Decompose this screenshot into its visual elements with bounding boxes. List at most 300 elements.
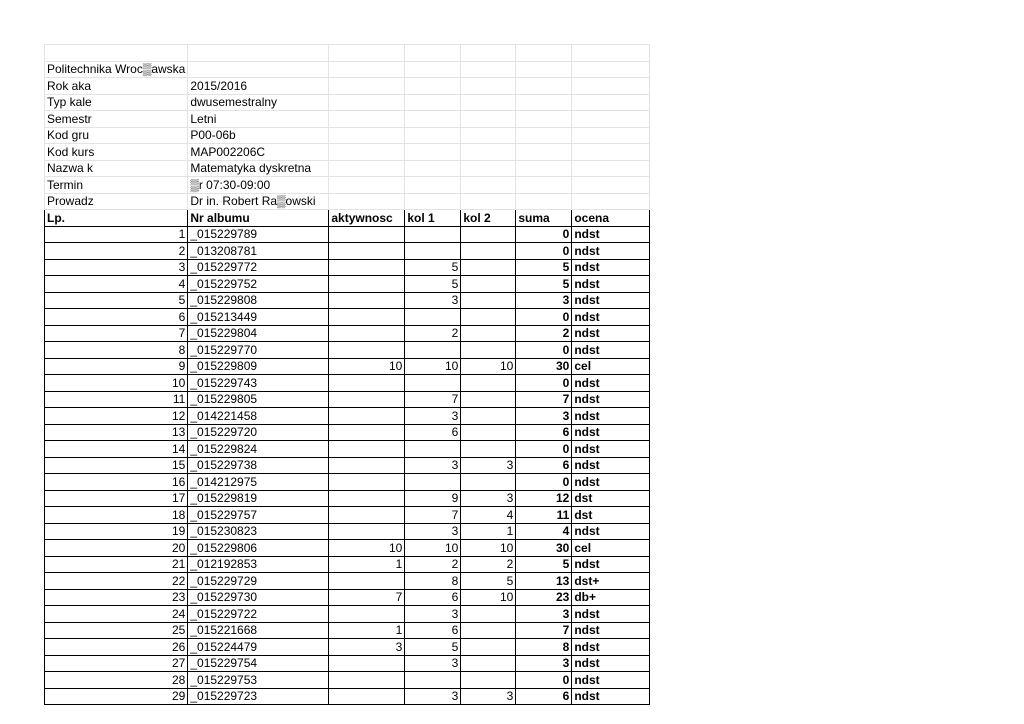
kol2-cell[interactable] <box>461 292 516 309</box>
kol1-cell[interactable]: 3 <box>405 408 461 425</box>
grade-cell[interactable]: ndst <box>572 606 650 623</box>
sum-cell[interactable]: 6 <box>516 688 572 705</box>
kol2-cell[interactable]: 2 <box>461 556 516 573</box>
table-row <box>45 358 650 375</box>
album-cell[interactable]: _015229804 <box>188 325 329 342</box>
empty-cell[interactable] <box>461 111 516 128</box>
grade-cell[interactable]: ndst <box>572 408 650 425</box>
album-cell[interactable]: _015229824 <box>188 441 329 458</box>
activity-cell[interactable] <box>329 474 405 491</box>
table-row <box>45 259 650 276</box>
album-cell[interactable]: _015229772 <box>188 259 329 276</box>
album-cell[interactable]: _015229722 <box>188 606 329 623</box>
empty-cell[interactable] <box>516 94 572 111</box>
album-cell[interactable]: _015229805 <box>188 391 329 408</box>
kol2-cell[interactable] <box>461 309 516 326</box>
activity-cell[interactable]: 3 <box>329 639 405 656</box>
grade-cell[interactable]: dst <box>572 490 650 507</box>
grade-cell[interactable]: ndst <box>572 292 650 309</box>
kol2-cell[interactable]: 4 <box>461 507 516 524</box>
info-label[interactable]: Prowadz <box>45 193 188 210</box>
kol2-cell[interactable] <box>461 408 516 425</box>
info-value[interactable]: 2015/2016 <box>188 78 329 95</box>
grade-cell[interactable]: ndst <box>572 672 650 689</box>
kol1-cell[interactable] <box>405 375 461 392</box>
empty-cell[interactable] <box>572 160 650 177</box>
sum-cell[interactable]: 13 <box>516 573 572 590</box>
lp-cell[interactable]: 15 <box>45 457 188 474</box>
table-row <box>45 457 650 474</box>
sum-cell[interactable]: 0 <box>516 226 572 243</box>
info-value[interactable]: Dr in. Robert Ra▒owski <box>188 193 329 210</box>
sum-cell[interactable]: 0 <box>516 441 572 458</box>
album-cell[interactable]: _015229723 <box>188 688 329 705</box>
kol1-cell[interactable] <box>405 474 461 491</box>
sum-cell[interactable]: 6 <box>516 457 572 474</box>
grade-cell[interactable]: ndst <box>572 556 650 573</box>
empty-cell[interactable] <box>516 78 572 95</box>
kol1-cell[interactable]: 3 <box>405 606 461 623</box>
album-cell[interactable]: _012192853 <box>188 556 329 573</box>
sum-cell[interactable]: 0 <box>516 672 572 689</box>
activity-cell[interactable]: 7 <box>329 589 405 606</box>
sum-cell[interactable]: 0 <box>516 342 572 359</box>
table-row <box>45 556 650 573</box>
column-header[interactable]: Lp. <box>45 210 188 227</box>
empty-cell[interactable] <box>45 45 188 62</box>
lp-cell[interactable]: 10 <box>45 375 188 392</box>
lp-cell[interactable]: 17 <box>45 490 188 507</box>
empty-cell[interactable] <box>329 94 405 111</box>
kol2-cell[interactable] <box>461 441 516 458</box>
grade-cell[interactable]: dst+ <box>572 573 650 590</box>
album-cell[interactable]: _015229743 <box>188 375 329 392</box>
album-cell[interactable]: _015229738 <box>188 457 329 474</box>
grade-cell[interactable]: ndst <box>572 391 650 408</box>
kol1-cell[interactable] <box>405 342 461 359</box>
lp-cell[interactable]: 19 <box>45 523 188 540</box>
kol2-cell[interactable]: 5 <box>461 573 516 590</box>
empty-cell[interactable] <box>405 78 461 95</box>
empty-cell[interactable] <box>516 45 572 62</box>
sum-cell[interactable]: 30 <box>516 540 572 557</box>
kol1-cell[interactable]: 7 <box>405 391 461 408</box>
kol1-cell[interactable] <box>405 441 461 458</box>
album-cell[interactable]: _015213449 <box>188 309 329 326</box>
lp-cell[interactable]: 12 <box>45 408 188 425</box>
album-cell[interactable]: _015229752 <box>188 276 329 293</box>
sum-cell[interactable]: 3 <box>516 408 572 425</box>
column-header[interactable]: Nr albumu <box>188 210 329 227</box>
activity-cell[interactable] <box>329 243 405 260</box>
grade-cell[interactable]: ndst <box>572 622 650 639</box>
lp-cell[interactable]: 14 <box>45 441 188 458</box>
sum-cell[interactable]: 0 <box>516 375 572 392</box>
sum-cell[interactable]: 3 <box>516 655 572 672</box>
lp-cell[interactable]: 1 <box>45 226 188 243</box>
column-header[interactable]: aktywnosc <box>329 210 405 227</box>
grade-cell[interactable]: ndst <box>572 276 650 293</box>
grade-cell[interactable]: db+ <box>572 589 650 606</box>
kol2-cell[interactable]: 10 <box>461 589 516 606</box>
sum-cell[interactable]: 11 <box>516 507 572 524</box>
table-row <box>45 507 650 524</box>
empty-cell[interactable] <box>572 177 650 194</box>
kol2-cell[interactable] <box>461 325 516 342</box>
info-value[interactable] <box>188 61 329 78</box>
sum-cell[interactable]: 0 <box>516 243 572 260</box>
activity-cell[interactable] <box>329 490 405 507</box>
album-cell[interactable]: _015230823 <box>188 523 329 540</box>
lp-cell[interactable]: 5 <box>45 292 188 309</box>
sum-cell[interactable]: 3 <box>516 606 572 623</box>
info-value[interactable]: P00-06b <box>188 127 329 144</box>
activity-cell[interactable] <box>329 606 405 623</box>
album-cell[interactable]: _013208781 <box>188 243 329 260</box>
empty-cell[interactable] <box>516 193 572 210</box>
album-cell[interactable]: _015229789 <box>188 226 329 243</box>
empty-cell[interactable] <box>329 45 405 62</box>
info-label[interactable]: Nazwa k <box>45 160 188 177</box>
kol1-cell[interactable]: 10 <box>405 540 461 557</box>
lp-cell[interactable]: 22 <box>45 573 188 590</box>
empty-cell[interactable] <box>329 61 405 78</box>
kol2-cell[interactable] <box>461 474 516 491</box>
info-row <box>45 193 650 210</box>
kol1-cell[interactable]: 3 <box>405 688 461 705</box>
table-row <box>45 606 650 623</box>
grade-cell[interactable]: ndst <box>572 424 650 441</box>
empty-cell[interactable] <box>572 193 650 210</box>
kol1-cell[interactable]: 6 <box>405 589 461 606</box>
kol2-cell[interactable] <box>461 622 516 639</box>
kol2-cell[interactable] <box>461 226 516 243</box>
grade-cell[interactable]: ndst <box>572 226 650 243</box>
activity-cell[interactable] <box>329 573 405 590</box>
activity-cell[interactable] <box>329 309 405 326</box>
kol2-cell[interactable] <box>461 259 516 276</box>
info-label[interactable]: Kod kurs <box>45 144 188 161</box>
album-cell[interactable]: _015229754 <box>188 655 329 672</box>
activity-cell[interactable] <box>329 408 405 425</box>
sum-cell[interactable]: 6 <box>516 424 572 441</box>
kol2-cell[interactable]: 3 <box>461 457 516 474</box>
activity-cell[interactable] <box>329 441 405 458</box>
kol1-cell[interactable]: 10 <box>405 358 461 375</box>
grade-cell[interactable]: ndst <box>572 688 650 705</box>
empty-cell[interactable] <box>405 111 461 128</box>
grade-cell[interactable]: ndst <box>572 342 650 359</box>
grade-cell[interactable]: ndst <box>572 474 650 491</box>
kol1-cell[interactable]: 2 <box>405 556 461 573</box>
info-label[interactable]: Politechnika Wroc▒awska <box>45 61 188 78</box>
kol1-cell[interactable]: 5 <box>405 639 461 656</box>
grades-table <box>44 44 650 705</box>
activity-cell[interactable]: 1 <box>329 622 405 639</box>
sum-cell[interactable]: 8 <box>516 639 572 656</box>
sum-cell[interactable]: 5 <box>516 259 572 276</box>
activity-cell[interactable]: 10 <box>329 358 405 375</box>
activity-cell[interactable] <box>329 655 405 672</box>
table-row <box>45 391 650 408</box>
kol2-cell[interactable] <box>461 375 516 392</box>
kol1-cell[interactable]: 7 <box>405 507 461 524</box>
sum-cell[interactable]: 5 <box>516 556 572 573</box>
activity-cell[interactable] <box>329 226 405 243</box>
kol2-cell[interactable]: 3 <box>461 490 516 507</box>
blank-row <box>45 45 650 62</box>
kol2-cell[interactable]: 3 <box>461 688 516 705</box>
lp-cell[interactable]: 16 <box>45 474 188 491</box>
grade-cell[interactable]: ndst <box>572 639 650 656</box>
album-cell[interactable]: _015229729 <box>188 573 329 590</box>
empty-cell[interactable] <box>405 144 461 161</box>
empty-cell[interactable] <box>572 144 650 161</box>
kol2-cell[interactable] <box>461 655 516 672</box>
sum-cell[interactable]: 2 <box>516 325 572 342</box>
activity-cell[interactable] <box>329 259 405 276</box>
lp-cell[interactable]: 3 <box>45 259 188 276</box>
album-cell[interactable]: _015229808 <box>188 292 329 309</box>
info-row <box>45 160 650 177</box>
empty-cell[interactable] <box>461 94 516 111</box>
lp-cell[interactable]: 6 <box>45 309 188 326</box>
album-cell[interactable]: _015229753 <box>188 672 329 689</box>
table-row <box>45 589 650 606</box>
empty-cell[interactable] <box>329 111 405 128</box>
kol2-cell[interactable] <box>461 391 516 408</box>
empty-cell[interactable] <box>572 78 650 95</box>
activity-cell[interactable] <box>329 424 405 441</box>
grade-cell[interactable]: ndst <box>572 655 650 672</box>
album-cell[interactable]: _015229730 <box>188 589 329 606</box>
empty-cell[interactable] <box>461 160 516 177</box>
kol1-cell[interactable]: 9 <box>405 490 461 507</box>
grade-cell[interactable]: ndst <box>572 325 650 342</box>
activity-cell[interactable] <box>329 325 405 342</box>
lp-cell[interactable]: 11 <box>45 391 188 408</box>
sum-cell[interactable]: 12 <box>516 490 572 507</box>
empty-cell[interactable] <box>516 111 572 128</box>
info-label[interactable]: Semestr <box>45 111 188 128</box>
kol2-cell[interactable]: 10 <box>461 358 516 375</box>
empty-cell[interactable] <box>329 193 405 210</box>
album-cell[interactable]: _015229809 <box>188 358 329 375</box>
column-header[interactable]: kol 1 <box>405 210 461 227</box>
kol1-cell[interactable]: 5 <box>405 259 461 276</box>
grade-cell[interactable]: ndst <box>572 457 650 474</box>
album-cell[interactable]: _014212975 <box>188 474 329 491</box>
table-row <box>45 672 650 689</box>
empty-cell[interactable] <box>461 78 516 95</box>
album-cell[interactable]: _015224479 <box>188 639 329 656</box>
empty-cell[interactable] <box>329 127 405 144</box>
activity-cell[interactable] <box>329 688 405 705</box>
table-row <box>45 243 650 260</box>
lp-cell[interactable]: 20 <box>45 540 188 557</box>
kol2-cell[interactable] <box>461 342 516 359</box>
grade-cell[interactable]: ndst <box>572 243 650 260</box>
lp-cell[interactable]: 28 <box>45 672 188 689</box>
kol1-cell[interactable]: 5 <box>405 276 461 293</box>
kol1-cell[interactable] <box>405 672 461 689</box>
empty-cell[interactable] <box>461 45 516 62</box>
empty-cell[interactable] <box>405 160 461 177</box>
lp-cell[interactable]: 27 <box>45 655 188 672</box>
empty-cell[interactable] <box>461 193 516 210</box>
lp-cell[interactable]: 13 <box>45 424 188 441</box>
lp-cell[interactable]: 9 <box>45 358 188 375</box>
activity-cell[interactable] <box>329 391 405 408</box>
info-label[interactable]: Termin <box>45 177 188 194</box>
empty-cell[interactable] <box>461 61 516 78</box>
lp-cell[interactable]: 26 <box>45 639 188 656</box>
grade-cell[interactable]: ndst <box>572 259 650 276</box>
column-header[interactable]: kol 2 <box>461 210 516 227</box>
grade-cell[interactable]: ndst <box>572 309 650 326</box>
lp-cell[interactable]: 8 <box>45 342 188 359</box>
info-value[interactable]: Letni <box>188 111 329 128</box>
lp-cell[interactable]: 2 <box>45 243 188 260</box>
album-cell[interactable]: _014221458 <box>188 408 329 425</box>
kol1-cell[interactable]: 3 <box>405 292 461 309</box>
lp-cell[interactable]: 24 <box>45 606 188 623</box>
empty-cell[interactable] <box>516 127 572 144</box>
activity-cell[interactable] <box>329 276 405 293</box>
lp-cell[interactable]: 23 <box>45 589 188 606</box>
kol1-cell[interactable]: 6 <box>405 622 461 639</box>
empty-cell[interactable] <box>329 177 405 194</box>
kol1-cell[interactable]: 6 <box>405 424 461 441</box>
sum-cell[interactable]: 30 <box>516 358 572 375</box>
album-cell[interactable]: _015229806 <box>188 540 329 557</box>
empty-cell[interactable] <box>405 61 461 78</box>
activity-cell[interactable] <box>329 342 405 359</box>
empty-cell[interactable] <box>461 177 516 194</box>
sum-cell[interactable]: 3 <box>516 292 572 309</box>
grade-cell[interactable]: ndst <box>572 441 650 458</box>
empty-cell[interactable] <box>461 144 516 161</box>
empty-cell[interactable] <box>329 78 405 95</box>
empty-cell[interactable] <box>405 127 461 144</box>
kol2-cell[interactable]: 1 <box>461 523 516 540</box>
grade-cell[interactable]: ndst <box>572 523 650 540</box>
kol1-cell[interactable] <box>405 226 461 243</box>
sum-cell[interactable]: 7 <box>516 622 572 639</box>
empty-cell[interactable] <box>461 127 516 144</box>
kol2-cell[interactable] <box>461 639 516 656</box>
table-row <box>45 540 650 557</box>
activity-cell[interactable] <box>329 507 405 524</box>
kol1-cell[interactable]: 2 <box>405 325 461 342</box>
info-value[interactable]: dwusemestralny <box>188 94 329 111</box>
kol1-cell[interactable]: 3 <box>405 457 461 474</box>
grade-cell[interactable]: dst <box>572 507 650 524</box>
kol2-cell[interactable] <box>461 606 516 623</box>
lp-cell[interactable]: 29 <box>45 688 188 705</box>
empty-cell[interactable] <box>516 177 572 194</box>
empty-cell[interactable] <box>405 193 461 210</box>
empty-cell[interactable] <box>405 94 461 111</box>
grade-cell[interactable]: cel <box>572 358 650 375</box>
activity-cell[interactable] <box>329 292 405 309</box>
activity-cell[interactable] <box>329 672 405 689</box>
spreadsheet-page <box>44 44 650 705</box>
grade-cell[interactable]: cel <box>572 540 650 557</box>
kol1-cell[interactable]: 3 <box>405 655 461 672</box>
album-cell[interactable]: _015229819 <box>188 490 329 507</box>
empty-cell[interactable] <box>188 45 329 62</box>
empty-cell[interactable] <box>516 144 572 161</box>
sum-cell[interactable]: 23 <box>516 589 572 606</box>
empty-cell[interactable] <box>572 45 650 62</box>
kol2-cell[interactable] <box>461 424 516 441</box>
activity-cell[interactable] <box>329 523 405 540</box>
info-value[interactable]: Matematyka dyskretna <box>188 160 329 177</box>
info-label[interactable]: Kod gru <box>45 127 188 144</box>
activity-cell[interactable] <box>329 457 405 474</box>
album-cell[interactable]: _015229757 <box>188 507 329 524</box>
empty-cell[interactable] <box>572 111 650 128</box>
sum-cell[interactable]: 4 <box>516 523 572 540</box>
lp-cell[interactable]: 21 <box>45 556 188 573</box>
lp-cell[interactable]: 7 <box>45 325 188 342</box>
empty-cell[interactable] <box>516 61 572 78</box>
lp-cell[interactable]: 4 <box>45 276 188 293</box>
lp-cell[interactable]: 18 <box>45 507 188 524</box>
kol1-cell[interactable]: 8 <box>405 573 461 590</box>
lp-cell[interactable]: 25 <box>45 622 188 639</box>
column-header[interactable]: ocena <box>572 210 650 227</box>
sum-cell[interactable]: 5 <box>516 276 572 293</box>
empty-cell[interactable] <box>329 160 405 177</box>
empty-cell[interactable] <box>572 61 650 78</box>
kol2-cell[interactable] <box>461 276 516 293</box>
table-row <box>45 226 650 243</box>
kol1-cell[interactable] <box>405 243 461 260</box>
sum-cell[interactable]: 0 <box>516 309 572 326</box>
info-label[interactable]: Rok aka <box>45 78 188 95</box>
activity-cell[interactable] <box>329 375 405 392</box>
kol1-cell[interactable]: 3 <box>405 523 461 540</box>
table-row <box>45 309 650 326</box>
kol2-cell[interactable] <box>461 672 516 689</box>
album-cell[interactable]: _015229720 <box>188 424 329 441</box>
sum-cell[interactable]: 7 <box>516 391 572 408</box>
info-label[interactable]: Typ kale <box>45 94 188 111</box>
empty-cell[interactable] <box>405 45 461 62</box>
album-cell[interactable]: _015229770 <box>188 342 329 359</box>
empty-cell[interactable] <box>572 127 650 144</box>
grade-cell[interactable]: ndst <box>572 375 650 392</box>
table-row <box>45 655 650 672</box>
kol2-cell[interactable] <box>461 243 516 260</box>
empty-cell[interactable] <box>405 177 461 194</box>
activity-cell[interactable]: 1 <box>329 556 405 573</box>
info-value[interactable]: ▒r 07:30-09:00 <box>188 177 329 194</box>
sum-cell[interactable]: 0 <box>516 474 572 491</box>
empty-cell[interactable] <box>572 94 650 111</box>
empty-cell[interactable] <box>329 144 405 161</box>
column-header[interactable]: suma <box>516 210 572 227</box>
kol1-cell[interactable] <box>405 309 461 326</box>
table-row <box>45 408 650 425</box>
empty-cell[interactable] <box>516 160 572 177</box>
album-cell[interactable]: _015221668 <box>188 622 329 639</box>
kol2-cell[interactable]: 10 <box>461 540 516 557</box>
activity-cell[interactable]: 10 <box>329 540 405 557</box>
info-value[interactable]: MAP002206C <box>188 144 329 161</box>
